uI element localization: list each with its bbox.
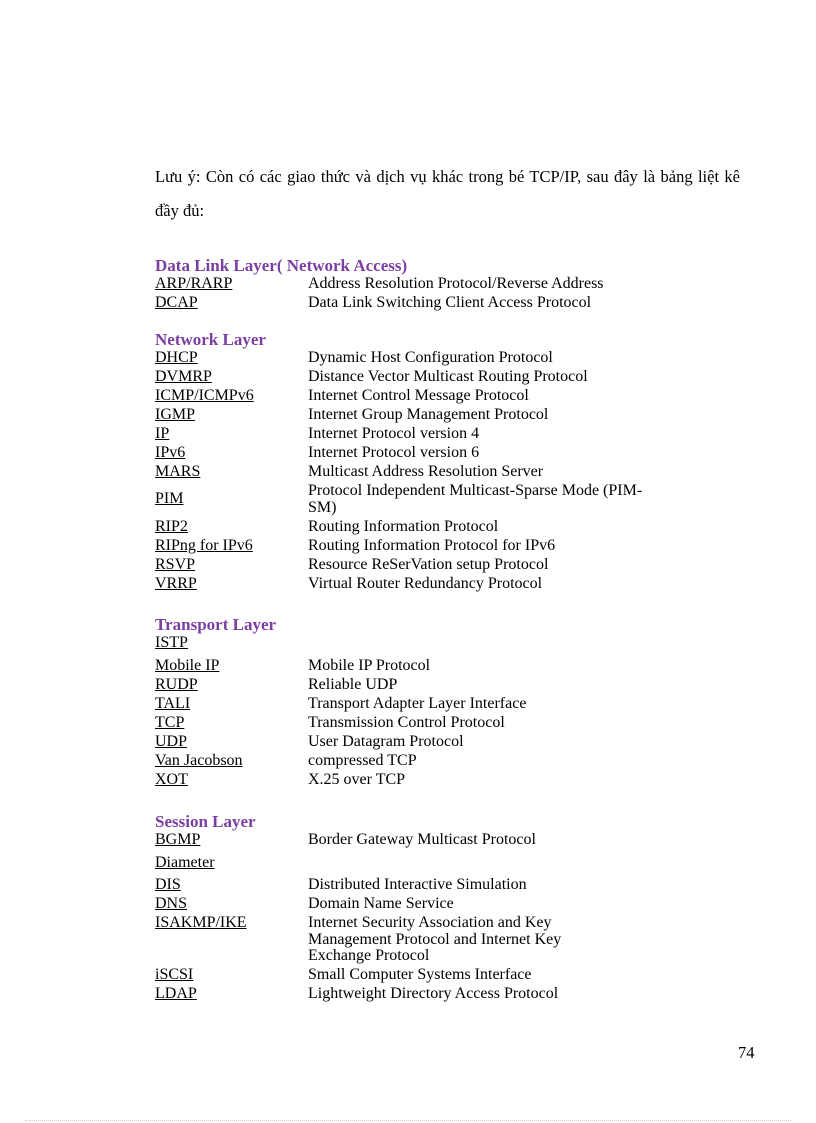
protocol-row [155, 483, 715, 516]
protocol-link[interactable]: RIP2 [155, 517, 188, 535]
protocol-link[interactable]: TALI [155, 694, 191, 712]
protocol-row [155, 538, 715, 555]
protocol-row [155, 295, 715, 312]
protocol-link[interactable]: RUDP [155, 675, 198, 693]
protocol-link[interactable]: ISTP [155, 634, 188, 651]
protocol-link[interactable]: VRRP [155, 574, 197, 592]
protocol-row [155, 658, 715, 675]
protocol-row [155, 407, 715, 424]
protocol-description: Internet Control Message Protocol [308, 387, 529, 404]
protocol-description: User Datagram Protocol [308, 732, 464, 750]
protocol-link[interactable]: LDAP [155, 985, 197, 1002]
protocol-row [155, 696, 715, 713]
protocol-description: Routing Information Protocol for IPv6 [308, 536, 556, 554]
protocol-description: Border Gateway Multicast Protocol [308, 831, 536, 848]
protocol-link[interactable]: IP [155, 425, 170, 442]
protocol-description: Internet Protocol version 4 [308, 425, 480, 442]
protocol-link[interactable]: IPv6 [155, 444, 186, 461]
protocol-link[interactable]: TCP [155, 713, 185, 731]
protocol-description: Transmission Control Protocol [308, 713, 505, 731]
protocol-row [155, 855, 715, 872]
protocol-description: Multicast Address Resolution Server [308, 463, 544, 480]
protocol-description: Resource ReSerVation setup Protocol [308, 555, 549, 573]
protocol-link[interactable]: UDP [155, 732, 188, 750]
protocol-link[interactable]: DIS [155, 876, 181, 893]
protocol-row [155, 915, 715, 965]
protocol-row [155, 772, 715, 789]
protocol-row [155, 519, 715, 536]
protocol-link[interactable]: BGMP [155, 831, 201, 848]
protocol-description: Address Resolution Protocol/Reverse Address [308, 275, 604, 292]
protocol-row [155, 557, 715, 574]
protocol-description: Transport Adapter Layer Interface [308, 694, 527, 712]
protocol-description: Dynamic Host Configuration Protocol [308, 349, 553, 366]
protocol-link[interactable]: RSVP [155, 555, 196, 573]
protocol-description: Lightweight Directory Access Protocol [308, 985, 559, 1002]
protocol-description: Protocol Independent Multicast-Sparse Mode (PIM-SM) [308, 482, 643, 516]
protocol-row [155, 426, 715, 443]
protocol-link[interactable]: DHCP [155, 349, 198, 366]
protocol-link[interactable]: Diameter [155, 853, 215, 871]
protocol-description: Reliable UDP [308, 675, 398, 693]
protocol-description: Internet Group Management Protocol [308, 406, 549, 423]
protocol-row [155, 576, 715, 593]
protocol-link[interactable]: DVMRP [155, 368, 212, 385]
protocol-description: Mobile IP Protocol [308, 656, 431, 674]
protocol-row [155, 350, 715, 367]
section-title: Network Layer [155, 330, 266, 349]
protocol-link[interactable]: RIPng for IPv6 [155, 536, 253, 554]
protocol-row [155, 832, 715, 849]
protocol-description: Distance Vector Multicast Routing Protocol [308, 368, 588, 385]
protocol-link[interactable]: ARP/RARP [155, 275, 233, 292]
protocol-description: Internet Protocol version 6 [308, 444, 480, 461]
intro-paragraph: Lưu ý: Còn có các giao thức và dịch vụ khác trong bé TCP/IP, sau đây là bảng liệt kê đầy đủ: [155, 167, 740, 220]
protocol-description: Internet Security Association and Key Management Protocol and Internet Key Exchange Protocol [308, 914, 562, 964]
section-data-link-layer [155, 256, 715, 314]
protocol-link[interactable]: XOT [155, 770, 188, 788]
protocol-link[interactable]: ICMP/ICMPv6 [155, 387, 254, 404]
protocol-description: Small Computer Systems Interface [308, 966, 532, 983]
protocol-description: X.25 over TCP [308, 770, 406, 788]
protocol-link[interactable]: Mobile IP [155, 656, 220, 674]
protocol-row [155, 445, 715, 462]
protocol-description: Routing Information Protocol [308, 517, 499, 535]
section-title: Session Layer [155, 812, 256, 831]
section-title: Transport Layer [155, 615, 277, 634]
section-transport-layer [155, 615, 715, 791]
protocol-link[interactable]: DCAP [155, 294, 198, 311]
protocol-row [155, 986, 715, 1003]
protocol-row [155, 464, 715, 481]
protocol-row [155, 877, 715, 894]
protocol-row [155, 715, 715, 732]
protocol-link[interactable]: Van Jacobson [155, 751, 243, 769]
protocol-link[interactable]: PIM [155, 490, 184, 508]
protocol-row [155, 896, 715, 913]
protocol-description: compressed TCP [308, 751, 417, 769]
section-session-layer [155, 812, 715, 1005]
section-network-layer [155, 330, 715, 595]
protocol-row [155, 276, 715, 293]
protocol-description: Data Link Switching Client Access Protocol [308, 294, 592, 311]
section-title: Data Link Layer( Network Access) [155, 256, 408, 275]
page-boundary-divider [25, 1120, 791, 1121]
protocol-link[interactable]: DNS [155, 895, 188, 912]
protocol-row [155, 388, 715, 405]
protocol-link[interactable]: ISAKMP/IKE [155, 914, 247, 931]
protocol-link[interactable]: MARS [155, 463, 201, 480]
protocol-link[interactable]: iSCSI [155, 966, 194, 983]
protocol-row [155, 734, 715, 751]
protocol-row [155, 967, 715, 984]
protocol-row [155, 369, 715, 386]
protocol-description: Domain Name Service [308, 895, 454, 912]
protocol-row [155, 677, 715, 694]
protocol-description: Distributed Interactive Simulation [308, 876, 527, 893]
protocol-link[interactable]: IGMP [155, 406, 196, 423]
page-number: 74 [738, 1043, 755, 1062]
protocol-row [155, 753, 715, 770]
protocol-description: Virtual Router Redundancy Protocol [308, 574, 543, 592]
protocol-row [155, 635, 715, 652]
